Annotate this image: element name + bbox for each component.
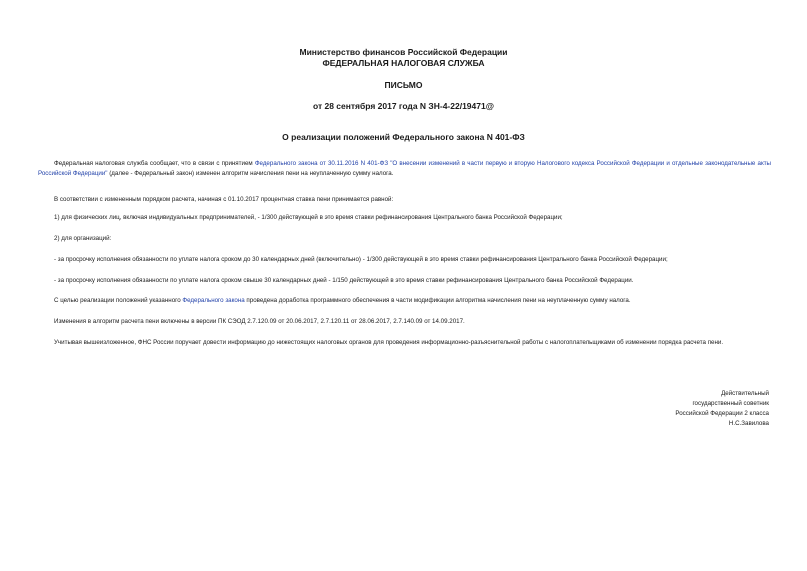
federal-law-link[interactable]: Федерального закона от 30.11.2016 N 401-ФЗ "О внесении изменений в части первую и вторую Налогового кодекса Российской Федерации и отдельные законодательные акты Российской Федерации" bbox=[38, 160, 771, 177]
service-title: ФЕДЕРАЛЬНАЯ НАЛОГОВАЯ СЛУЖБА bbox=[322, 58, 485, 68]
document-type: ПИСЬМО bbox=[384, 80, 423, 90]
paragraph-9: Учитывая вышеизложенное, ФНС России поручает довести информацию до нижестоящих налоговых органов для проведения информационно-разъяснительной работы с налогоплательщиками об изменении порядка расчета пени. bbox=[54, 339, 724, 346]
paragraph-5: - за просрочку исполнения обязанности по уплате налога сроком до 30 календарных дней (включительно) - 1/300 действующей в это время ставки рефинансирования Центрального банка Российской Федерации; bbox=[54, 256, 668, 263]
paragraph-7 bbox=[54, 296, 631, 306]
paragraph-1-text-start: Федеральная налоговая служба сообщает, что в связи с принятием bbox=[54, 160, 255, 167]
document-date-number: от 28 сентября 2017 года N ЗН-4-22/19471@ bbox=[312, 101, 495, 111]
federal-law-link-2[interactable]: Федерального закона bbox=[182, 297, 245, 304]
paragraph-3: 1) для физических лиц, включая индивидуальных предпринимателей, - 1/300 действующей в это время ставки рефинансирования Центрального банка Российской Федерации; bbox=[54, 214, 563, 221]
document-subject: О реализации положений Федерального закона N 401-ФЗ bbox=[282, 132, 525, 142]
paragraph-7-text-start: С целью реализации положений указанного bbox=[54, 297, 183, 304]
ministry-title: Министерство финансов Российской Федерации bbox=[299, 47, 508, 57]
signatory-name: Н.С.Завилова bbox=[728, 420, 769, 427]
signature-title-1: Действительный bbox=[721, 390, 769, 397]
paragraph-8: Изменения в алгоритм расчета пени включены в версии ПК СЭОД 2.7.120.09 от 20.06.2017, 2.7.120.11 от 28.06.2017, 2.7.140.09 от 14.09.2017. bbox=[54, 318, 465, 325]
paragraph-1-text-end: (далее - Федеральный закон) изменен алгоритм начисления пени на неуплаченную сумму налога. bbox=[107, 170, 394, 177]
paragraph-4: 2) для организаций: bbox=[54, 235, 112, 242]
signature-title-2: государственный советник bbox=[692, 400, 769, 407]
paragraph-2: В соответствии с измененным порядком расчета, начиная с 01.10.2017 процентная ставка пени принимается равной: bbox=[54, 196, 394, 203]
paragraph-1 bbox=[38, 159, 771, 179]
signature-title-3: Российской Федерации 2 класса bbox=[675, 410, 769, 417]
paragraph-6: - за просрочку исполнения обязанности по уплате налога сроком свыше 30 календарных дней - 1/150 действующей в это время ставки рефинансирования Центрального банка Российской Федерации. bbox=[54, 277, 634, 284]
paragraph-7-text-end: проведена доработка программного обеспечения в части модификации алгоритма начисления пени на неуплаченную сумму налога. bbox=[244, 297, 631, 304]
